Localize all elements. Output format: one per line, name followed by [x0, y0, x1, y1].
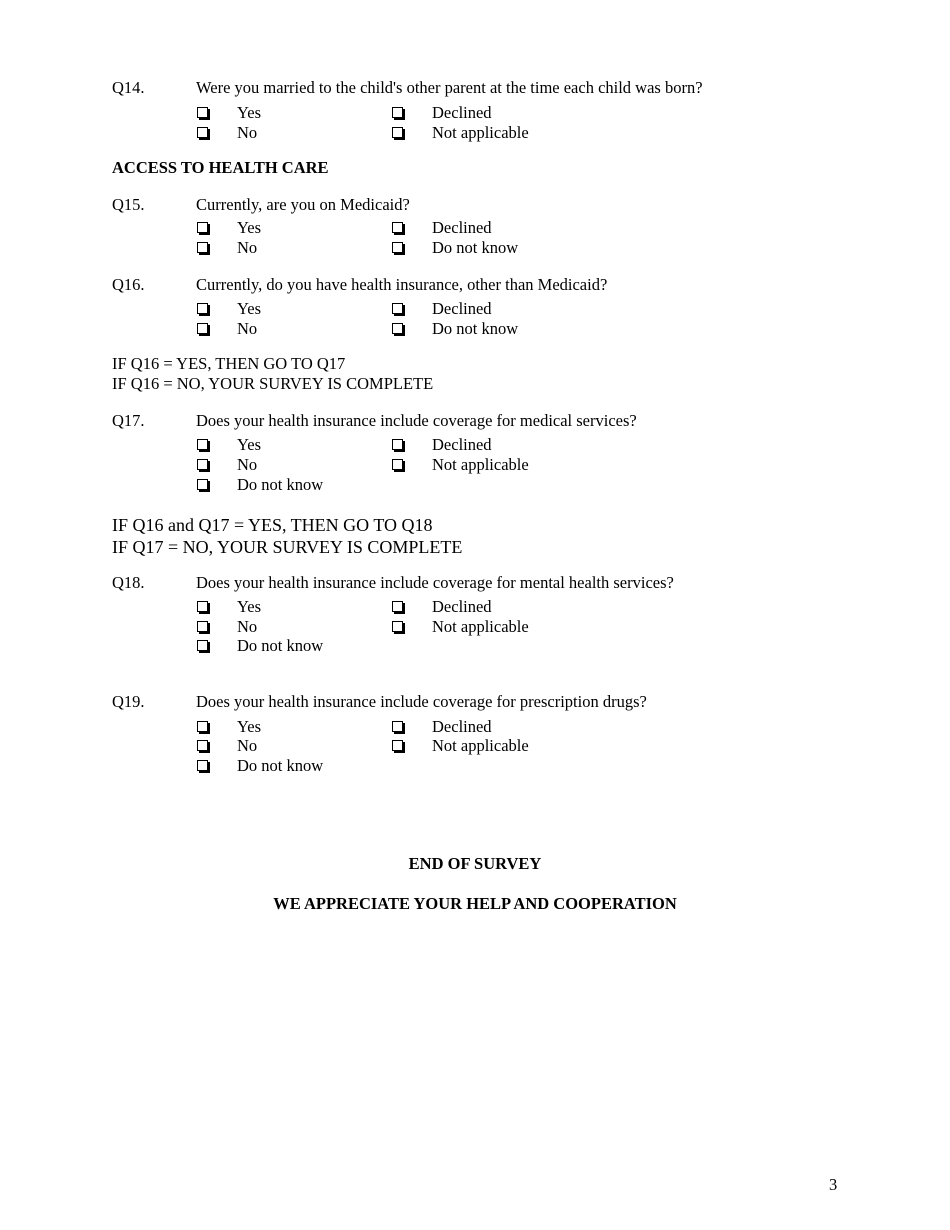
checkbox-declined[interactable]	[392, 721, 403, 732]
question-text: Does your health insurance include coverage for medical services?	[196, 411, 637, 430]
option-label: Yes	[237, 299, 262, 318]
skip-instruction: IF Q16 and Q17 = YES, THEN GO TO Q18	[112, 515, 433, 535]
question-number: Q17.	[112, 411, 145, 430]
option-label: Yes	[237, 435, 262, 454]
question-number: Q15.	[112, 195, 145, 214]
checkbox-do-not-know[interactable]	[392, 323, 403, 334]
checkbox-no[interactable]	[197, 242, 208, 253]
checkbox-no[interactable]	[197, 621, 208, 632]
option-label: No	[237, 617, 258, 636]
checkbox-declined[interactable]	[392, 107, 403, 118]
checkbox-not-applicable[interactable]	[392, 127, 403, 138]
option-label: Do not know	[432, 238, 519, 257]
question-number: Q16.	[112, 275, 145, 294]
option-label: Do not know	[237, 636, 324, 655]
option-label: No	[237, 455, 258, 474]
option-label: Declined	[432, 299, 492, 318]
option-label: Not applicable	[432, 617, 529, 636]
option-label: Yes	[237, 597, 262, 616]
question-number: Q18.	[112, 573, 145, 592]
option-label: No	[237, 238, 258, 257]
option-label: Do not know	[432, 319, 519, 338]
checkbox-not-applicable[interactable]	[392, 459, 403, 470]
section-heading: ACCESS TO HEALTH CARE	[112, 158, 329, 177]
option-label: No	[237, 736, 258, 755]
skip-instruction: IF Q17 = NO, YOUR SURVEY IS COMPLETE	[112, 537, 463, 557]
checkbox-declined[interactable]	[392, 439, 403, 450]
checkbox-declined[interactable]	[392, 303, 403, 314]
checkbox-no[interactable]	[197, 127, 208, 138]
option-label: Not applicable	[432, 736, 529, 755]
checkbox-do-not-know[interactable]	[197, 640, 208, 651]
checkbox-declined[interactable]	[392, 601, 403, 612]
option-label: Yes	[237, 717, 262, 736]
option-label: Do not know	[237, 756, 324, 775]
question-text: Currently, do you have health insurance, other than Medicaid?	[196, 275, 608, 294]
skip-instruction: IF Q16 = NO, YOUR SURVEY IS COMPLETE	[112, 374, 434, 393]
question-text: Currently, are you on Medicaid?	[196, 195, 410, 214]
checkbox-yes[interactable]	[197, 721, 208, 732]
option-label: Declined	[432, 435, 492, 454]
question-text: Does your health insurance include coverage for prescription drugs?	[196, 692, 647, 711]
option-label: Do not know	[237, 475, 324, 494]
skip-instruction: IF Q16 = YES, THEN GO TO Q17	[112, 354, 346, 373]
checkbox-do-not-know[interactable]	[197, 479, 208, 490]
end-message: WE APPRECIATE YOUR HELP AND COOPERATION	[273, 894, 677, 913]
option-label: Declined	[432, 717, 492, 736]
option-label: Declined	[432, 218, 492, 237]
option-label: Yes	[237, 103, 262, 122]
option-label: Yes	[237, 218, 262, 237]
option-label: Not applicable	[432, 123, 529, 142]
checkbox-declined[interactable]	[392, 222, 403, 233]
checkbox-no[interactable]	[197, 323, 208, 334]
checkbox-yes[interactable]	[197, 439, 208, 450]
checkbox-no[interactable]	[197, 459, 208, 470]
checkbox-do-not-know[interactable]	[392, 242, 403, 253]
option-label: Declined	[432, 103, 492, 122]
question-text: Were you married to the child's other parent at the time each child was born?	[196, 78, 703, 97]
option-label: No	[237, 123, 258, 142]
checkbox-no[interactable]	[197, 740, 208, 751]
option-label: No	[237, 319, 258, 338]
question-number: Q19.	[112, 692, 145, 711]
question-number: Q14.	[112, 78, 145, 97]
checkbox-yes[interactable]	[197, 107, 208, 118]
checkbox-do-not-know[interactable]	[197, 760, 208, 771]
page-number: 3	[829, 1175, 838, 1194]
checkbox-not-applicable[interactable]	[392, 740, 403, 751]
checkbox-not-applicable[interactable]	[392, 621, 403, 632]
checkbox-yes[interactable]	[197, 601, 208, 612]
checkbox-yes[interactable]	[197, 222, 208, 233]
option-label: Declined	[432, 597, 492, 616]
checkbox-yes[interactable]	[197, 303, 208, 314]
question-text: Does your health insurance include coverage for mental health services?	[196, 573, 674, 592]
option-label: Not applicable	[432, 455, 529, 474]
end-title: END OF SURVEY	[408, 854, 542, 873]
